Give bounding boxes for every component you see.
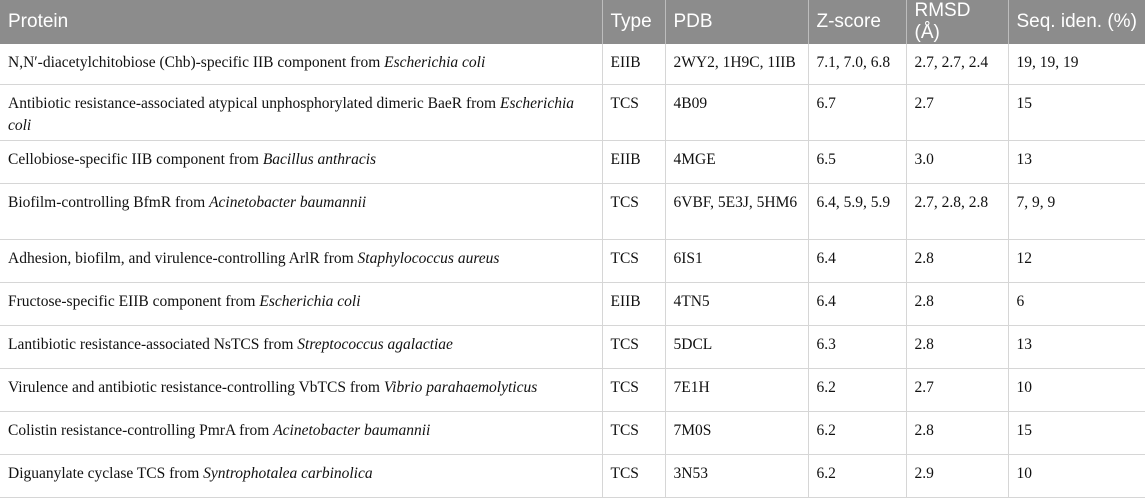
organism-name: Escherichia coli	[259, 292, 361, 310]
cell-type: TCS	[602, 454, 665, 497]
cell-protein	[0, 239, 602, 282]
cell-pdb: 4TN5	[665, 282, 808, 325]
cell-rmsd: 2.7, 2.8, 2.8	[906, 183, 1008, 239]
table-row	[0, 325, 1145, 368]
table-row	[0, 282, 1145, 325]
protein-name: Adhesion, biofilm, and virulence-controlling ArlR from	[8, 249, 358, 267]
cell-zscore: 6.3	[808, 325, 906, 368]
cell-protein	[0, 84, 602, 140]
cell-rmsd: 2.8	[906, 325, 1008, 368]
cell-seq-iden: 6	[1008, 282, 1145, 325]
cell-seq-iden: 10	[1008, 368, 1145, 411]
header-seq-iden: Seq. iden. (%)	[1008, 0, 1145, 44]
protein-name: Diguanylate cyclase TCS from	[8, 464, 204, 482]
cell-pdb: 4MGE	[665, 140, 808, 183]
table-row	[0, 411, 1145, 454]
cell-pdb: 6VBF, 5E3J, 5HM6	[665, 183, 808, 239]
organism-name: Vibrio parahaemolyticus	[383, 378, 538, 396]
cell-type: TCS	[602, 368, 665, 411]
header-zscore: Z-score	[808, 0, 906, 44]
cell-rmsd: 2.8	[906, 411, 1008, 454]
protein-name: Biofilm-controlling BfmR from	[8, 193, 210, 211]
protein-name: Cellobiose-specific IIB component from	[8, 150, 263, 168]
organism-name: Streptococcus agalactiae	[297, 335, 453, 353]
cell-type: TCS	[602, 183, 665, 239]
cell-type: TCS	[602, 411, 665, 454]
cell-zscore: 6.5	[808, 140, 906, 183]
header-pdb: PDB	[665, 0, 808, 44]
cell-type: TCS	[602, 325, 665, 368]
organism-name: Acinetobacter baumannii	[209, 193, 367, 211]
table-header	[0, 0, 1145, 44]
organism-name: Escherichia coli	[8, 94, 575, 134]
organism-name: Bacillus anthracis	[262, 150, 377, 168]
cell-protein	[0, 368, 602, 411]
protein-name: Fructose-specific EIIB component from	[8, 292, 260, 310]
cell-zscore: 6.2	[808, 411, 906, 454]
cell-rmsd: 2.7	[906, 84, 1008, 140]
cell-pdb: 5DCL	[665, 325, 808, 368]
table-row	[0, 44, 1145, 84]
protein-name: Colistin resistance-controlling PmrA from	[8, 421, 274, 439]
cell-seq-iden: 12	[1008, 239, 1145, 282]
cell-type: TCS	[602, 239, 665, 282]
header-rmsd: RMSD (Å)	[906, 0, 1008, 44]
cell-pdb: 6IS1	[665, 239, 808, 282]
table-row	[0, 239, 1145, 282]
protein-name: Antibiotic resistance-associated atypical unphosphorylated dimeric BaeR from	[8, 94, 500, 112]
organism-name: Escherichia coli	[384, 54, 486, 71]
cell-seq-iden: 15	[1008, 84, 1145, 140]
cell-pdb: 2WY2, 1H9C, 1IIB	[665, 44, 808, 84]
cell-seq-iden: 19, 19, 19	[1008, 44, 1145, 84]
cell-type: EIIB	[602, 44, 665, 84]
cell-pdb: 7M0S	[665, 411, 808, 454]
table-body	[0, 44, 1145, 497]
cell-protein	[0, 282, 602, 325]
cell-type: EIIB	[602, 282, 665, 325]
organism-name: Staphylococcus aureus	[357, 249, 500, 267]
cell-zscore: 7.1, 7.0, 6.8	[808, 44, 906, 84]
cell-rmsd: 2.7	[906, 368, 1008, 411]
header-type: Type	[602, 0, 665, 44]
cell-seq-iden: 13	[1008, 140, 1145, 183]
cell-rmsd: 3.0	[906, 140, 1008, 183]
cell-zscore: 6.7	[808, 84, 906, 140]
cell-zscore: 6.4, 5.9, 5.9	[808, 183, 906, 239]
organism-name: Acinetobacter baumannii	[273, 421, 431, 439]
cell-rmsd: 2.7, 2.7, 2.4	[906, 44, 1008, 84]
organism-name: Syntrophotalea carbinolica	[203, 464, 373, 482]
cell-rmsd: 2.8	[906, 282, 1008, 325]
cell-seq-iden: 13	[1008, 325, 1145, 368]
cell-protein	[0, 411, 602, 454]
cell-rmsd: 2.8	[906, 239, 1008, 282]
cell-protein	[0, 183, 602, 239]
cell-protein	[0, 325, 602, 368]
cell-type: EIIB	[602, 140, 665, 183]
cell-pdb: 7E1H	[665, 368, 808, 411]
cell-seq-iden: 7, 9, 9	[1008, 183, 1145, 239]
table-row	[0, 368, 1145, 411]
cell-protein	[0, 454, 602, 497]
table-row	[0, 454, 1145, 497]
cell-protein	[0, 44, 602, 84]
header-row	[0, 0, 1145, 44]
cell-seq-iden: 15	[1008, 411, 1145, 454]
cell-type: TCS	[602, 84, 665, 140]
header-protein: Protein	[0, 0, 602, 44]
cell-protein	[0, 140, 602, 183]
protein-name: Virulence and antibiotic resistance-controlling VbTCS from	[8, 378, 384, 396]
cell-zscore: 6.2	[808, 368, 906, 411]
table-row	[0, 183, 1145, 239]
table-row	[0, 140, 1145, 183]
table-row	[0, 84, 1145, 140]
cell-pdb: 3N53	[665, 454, 808, 497]
cell-seq-iden: 10	[1008, 454, 1145, 497]
protein-name: Lantibiotic resistance-associated NsTCS from	[8, 335, 298, 353]
cell-zscore: 6.4	[808, 282, 906, 325]
cell-rmsd: 2.9	[906, 454, 1008, 497]
protein-name: N,N′-diacetylchitobiose (Chb)-specific IIB component from	[8, 54, 385, 71]
cell-zscore: 6.4	[808, 239, 906, 282]
cell-pdb: 4B09	[665, 84, 808, 140]
cell-zscore: 6.2	[808, 454, 906, 497]
